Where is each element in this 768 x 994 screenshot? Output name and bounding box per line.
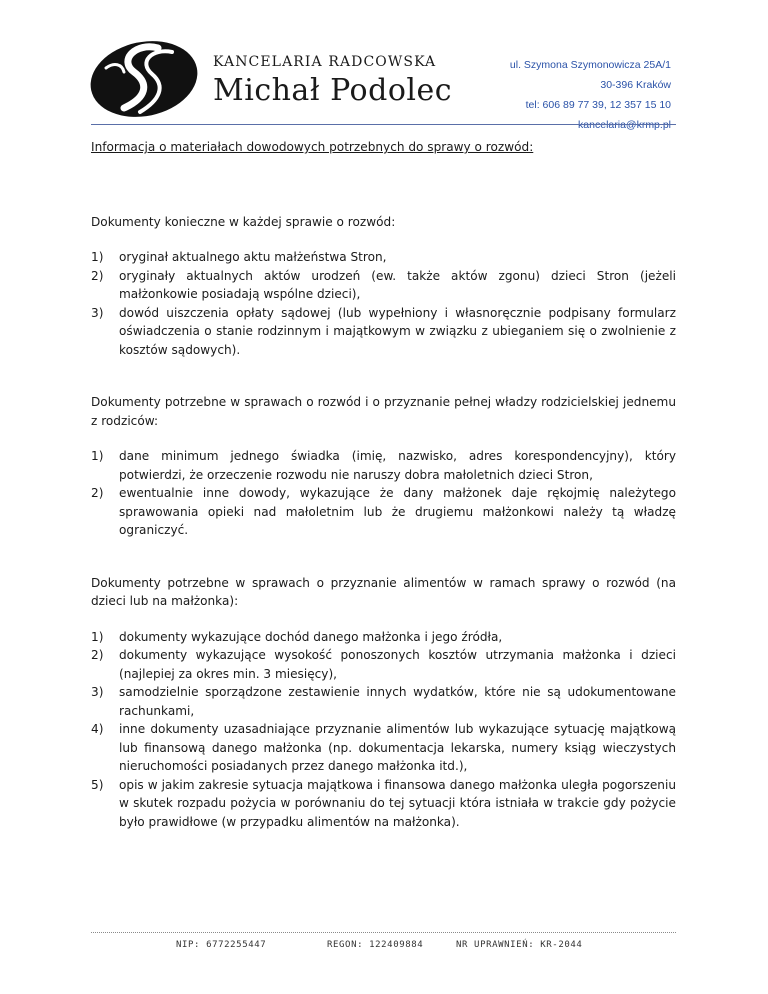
list-item: 2) oryginały aktualnych aktów urodzeń (ew. także aktów zgonu) dzieci Stron (jeżeli małżonkowie posiadają wspólne dzieci), <box>91 268 676 301</box>
firm-name: Michał Podolec <box>213 73 453 108</box>
list-item: 2) ewentualnie inne dowody, wykazujące że dany małżonek daje rękojmię należytego sprawowania opieki nad małoletnim lub że drugiemu małżonkowi należy tą władzę ograniczyć. <box>91 486 676 537</box>
list-item: 3) dowód uiszczenia opłaty sądowej (lub wypełniony i własnoręcznie podpisany formularz oświadczenia o stanie rodzinnym i majątkowym w związku z ubieganiem się o zwolnienie z kosztów sądowych). <box>91 305 676 357</box>
header-divider <box>91 124 676 125</box>
list-item: 3) samodzielnie sporządzone zestawienie innych wydatków, które nie są udokumentowane rachunkami, <box>91 685 676 718</box>
phone-numbers: tel: 606 89 77 39, 12 357 15 10 <box>525 99 671 111</box>
firm-label: KANCELARIA RADCOWSKA <box>213 54 437 70</box>
document-title: Informacja o materiałach dowodowych potrzebnych do sprawy o rozwód: <box>91 140 534 154</box>
document-body <box>91 138 676 831</box>
numbered-list <box>91 248 676 359</box>
list-item: 2) dokumenty wykazujące wysokość ponoszonych kosztów utrzymania małżonka i dzieci (najlepiej za okres min. 3 miesięcy), <box>91 648 676 681</box>
list-item: 1) dane minimum jednego świadka (imię, nazwisko, adres korespondencyjny), który potwierdzi, że orzeczenie rozwodu nie naruszy dobra małoletnich dzieci Stron, <box>91 449 676 482</box>
contact-block <box>510 55 671 135</box>
numbered-list <box>91 447 676 540</box>
firm-monogram-logo-icon <box>88 38 200 120</box>
list-item: 1) dokumenty wykazujące dochód danego małżonka i jego źródła, <box>91 629 503 644</box>
numbered-list <box>91 628 676 832</box>
list-item: 5) opis w jakim zakresie sytuacja majątkowa i finansowa danego małżonka uległa pogorszeniu w skutek rozpadu pożycia w porównaniu do tej sytuacji która istniała w trakcie gdy pożycie było prawidłowe (w przypadku alimentów na małżonka). <box>91 777 676 829</box>
list-item: 4) inne dokumenty uzasadniające przyznanie alimentów lub wykazujące sytuację majątkową lub finansową danego małżonka (np. dokumentacja lekarska, numery ksiąg wieczystych nieruchomości posiadanych przez danego małżonka itd.), <box>91 722 676 773</box>
footer-license: NR UPRAWNIEŃ: KR-2044 <box>456 940 583 950</box>
section-heading: Dokumenty potrzebne w sprawach o przyznanie alimentów w ramach sprawy o rozwód (na dzieci lub na małżonka): <box>91 575 676 608</box>
email-address[interactable]: kancelaria@krmp.pl <box>578 119 671 131</box>
footer-nip: NIP: 6772255447 <box>176 940 267 950</box>
section-heading: Dokumenty konieczne w każdej sprawie o rozwód: <box>91 214 396 229</box>
address-street: ul. Szymona Szymonowicza 25A/1 <box>509 59 671 71</box>
address-city: 30-396 Kraków <box>600 79 671 91</box>
footer-divider <box>91 932 676 933</box>
list-item: 1) oryginał aktualnego aktu małżeństwa Stron, <box>91 250 387 264</box>
section-heading: Dokumenty potrzebne w sprawach o rozwód i o przyznanie pełnej władzy rodzicielskiej jednemu z rodziców: <box>91 395 676 428</box>
footer-regon: REGON: 122409884 <box>327 940 424 950</box>
